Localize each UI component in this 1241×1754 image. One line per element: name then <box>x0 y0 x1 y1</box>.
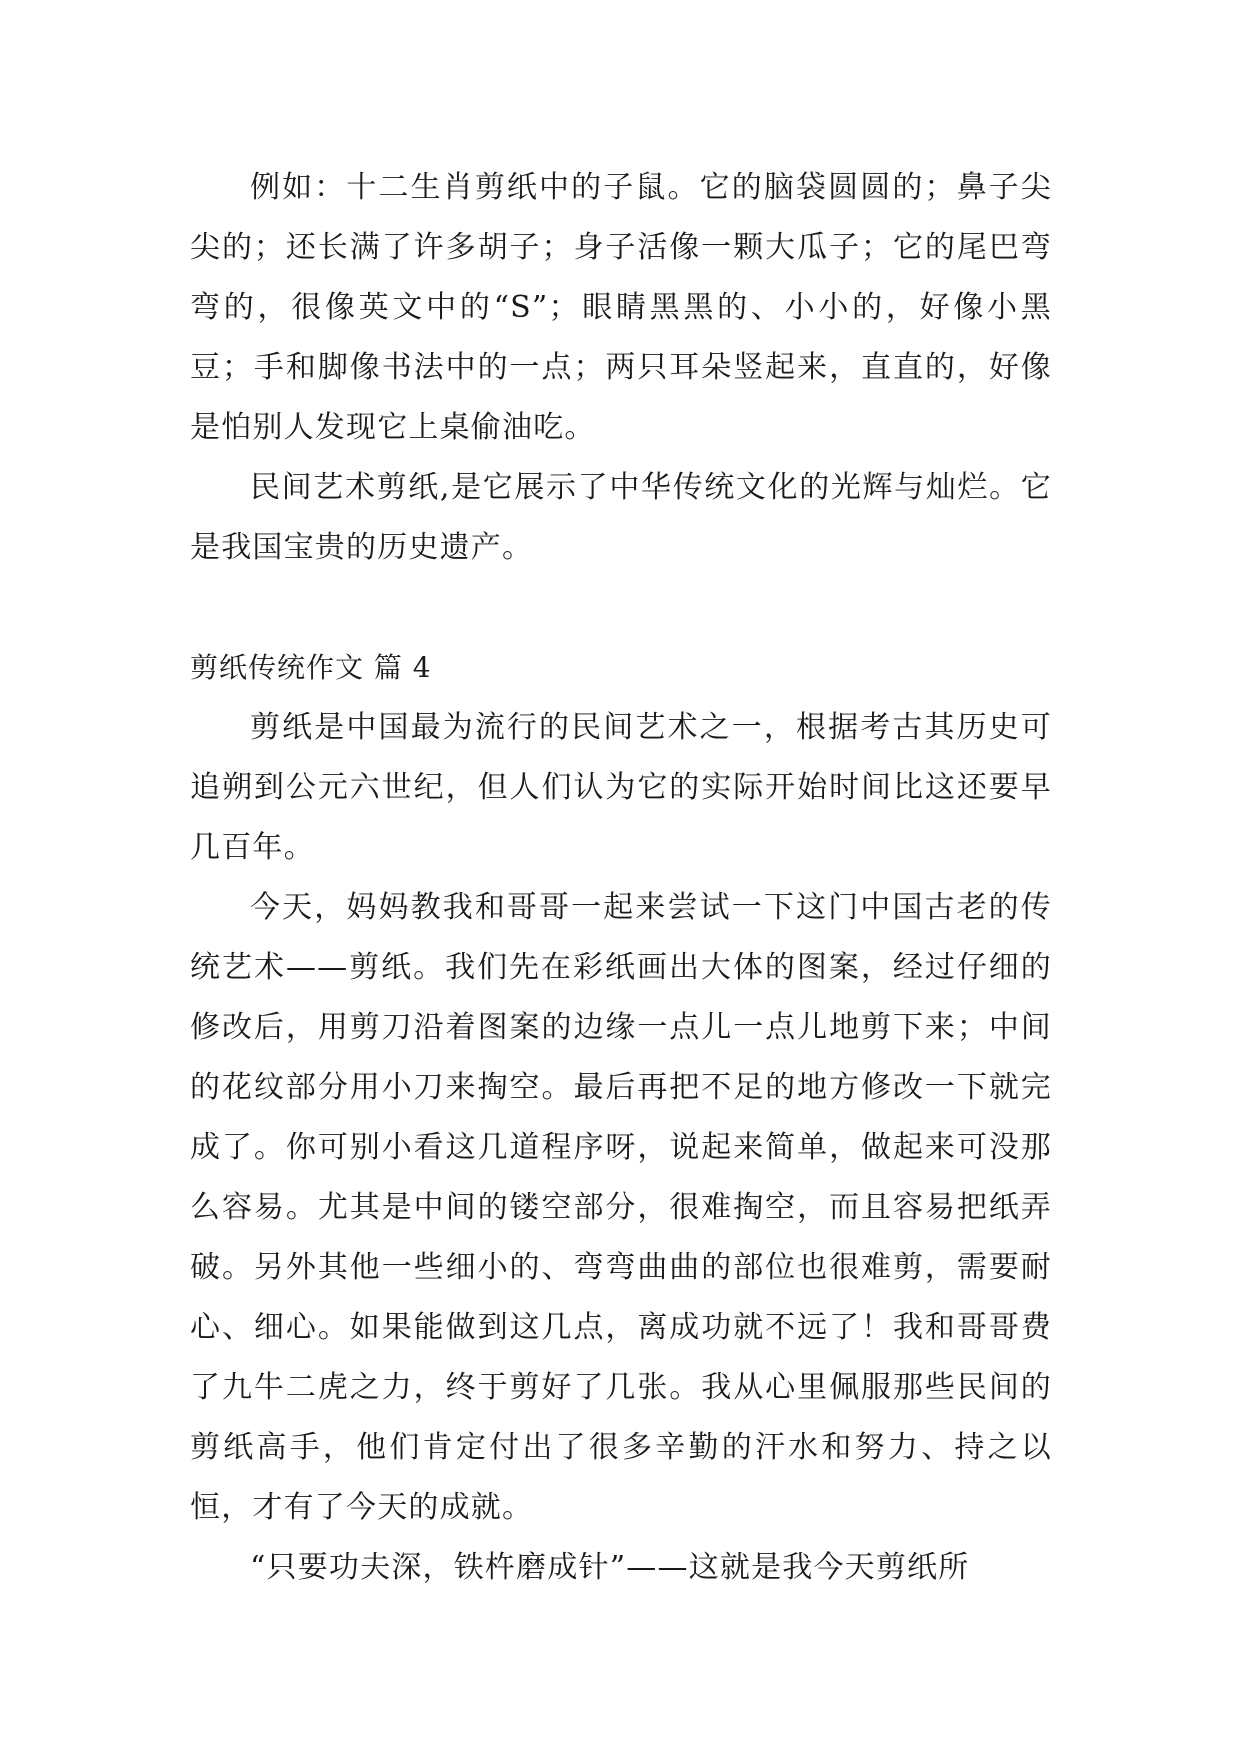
paragraph-zodiac-rat: 例如：十二生肖剪纸中的子鼠。它的脑袋圆圆的；鼻子尖尖的；还长满了许多胡子；身子活像一颗大瓜子；它的尾巴弯弯的，很像英文中的“S”；眼睛黑黑的、小小的，好像小黑豆；手和脚像书法中的一点；两只耳朵竖起来，直直的，好像是怕别人发现它上桌偷油吃。 <box>190 170 1052 445</box>
document-page <box>190 158 1052 1598</box>
section-heading: 剪纸传统作文 篇 4 <box>190 651 432 684</box>
paragraph-proverb: “只要功夫深，铁杵磨成针”——这就是我今天剪纸所 <box>250 1550 970 1585</box>
paragraph-experience: 今天，妈妈教我和哥哥一起来尝试一下这门中国古老的传统艺术——剪纸。我们先在彩纸画出大体的图案，经过仔细的修改后，用剪刀沿着图案的边缘一点儿一点儿地剪下来；中间的花纹部分用小刀来掏空。最后再把不足的地方修改一下就完成了。你可别小看这几道程序呀，说起来简单，做起来可没那么容易。尤其是中间的镂空部分，很难掏空，而且容易把纸弄破。另外其他一些细小的、弯弯曲曲的部位也很难剪，需要耐心、细心。如果能做到这几点，离成功就不远了！我和哥哥费了九牛二虎之力，终于剪好了几张。我从心里佩服那些民间的剪纸高手，他们肯定付出了很多辛勤的汗水和努力、持之以恒，才有了今天的成就。 <box>190 890 1052 1525</box>
paragraph-history: 剪纸是中国最为流行的民间艺术之一，根据考古其历史可追朔到公元六世纪，但人们认为它的实际开始时间比这还要早几百年。 <box>190 710 1052 865</box>
section-spacer <box>190 578 1052 638</box>
paragraph-folk-art-summary: 民间艺术剪纸,是它展示了中华传统文化的光辉与灿烂。它是我国宝贵的历史遗产。 <box>190 470 1052 565</box>
